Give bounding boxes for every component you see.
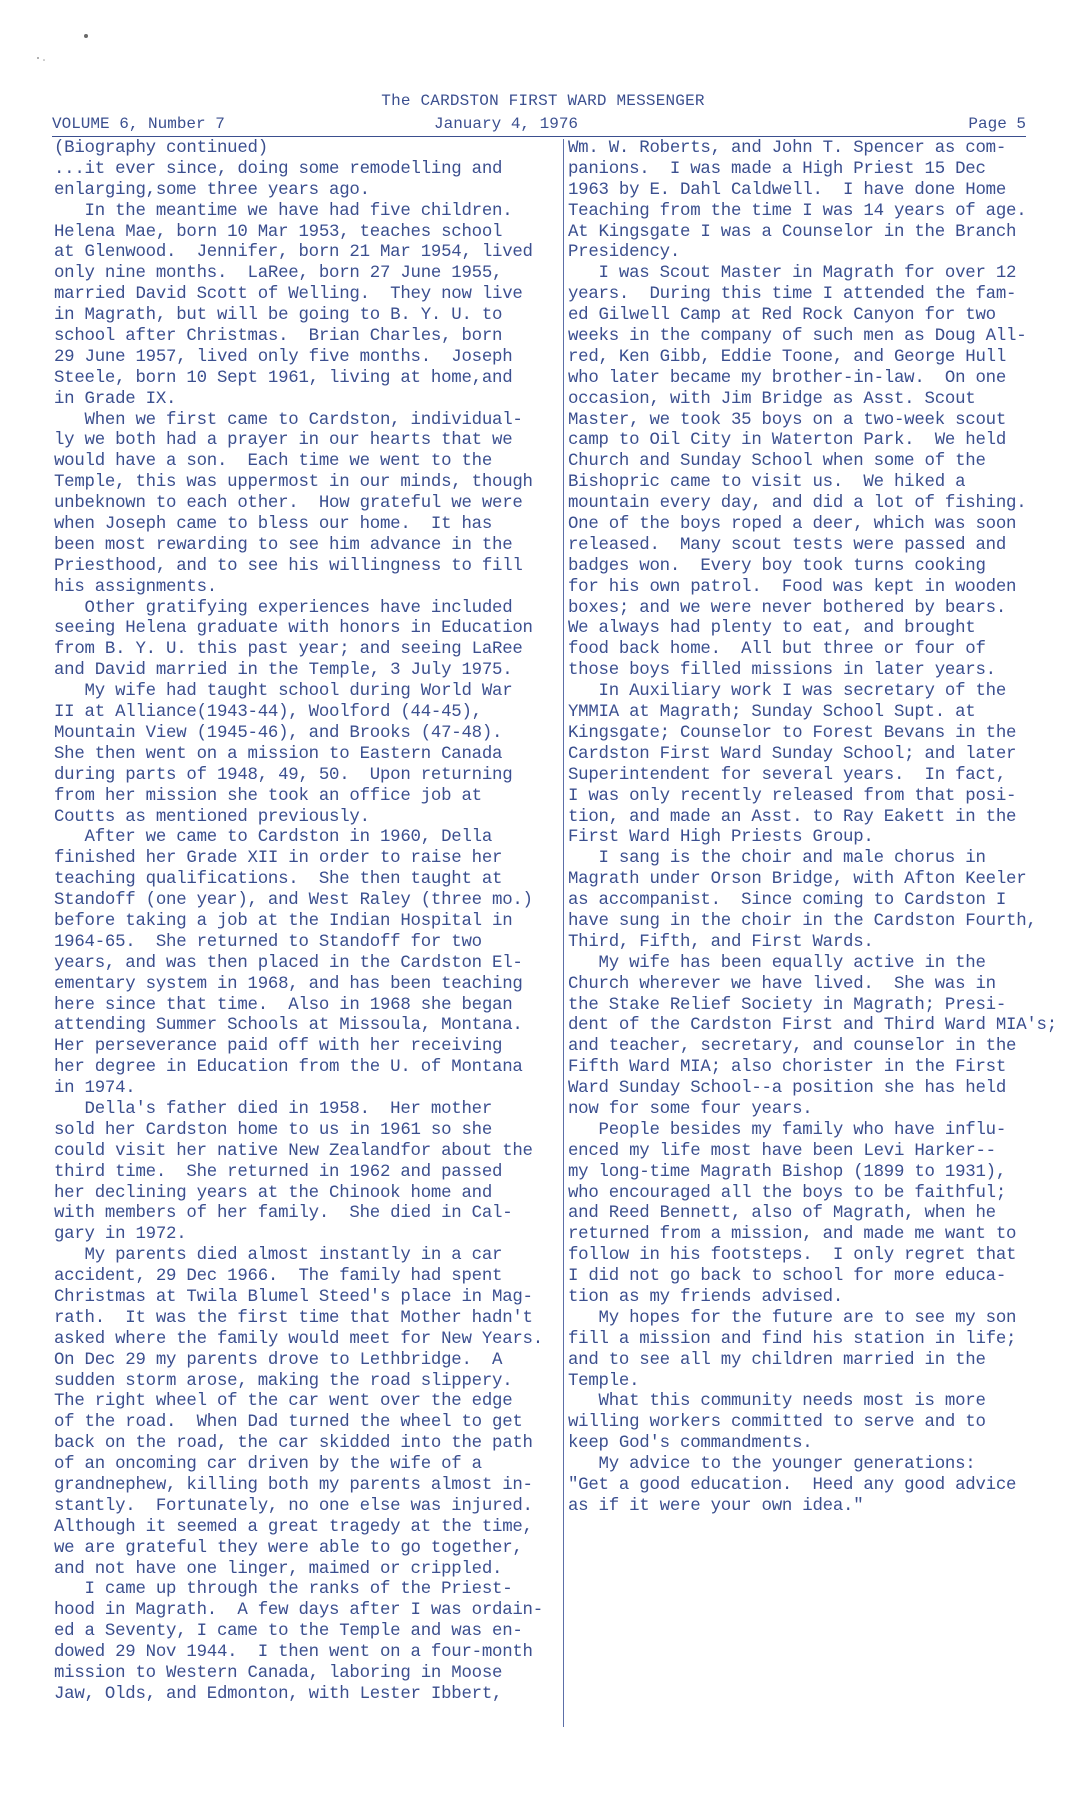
text-line: dowed 29 Nov 1944. I then went on a four-month — [54, 1643, 533, 1663]
text-line: panions. I was made a High Priest 15 Dec — [568, 159, 986, 179]
text-line: asked where the family would meet for New Years. — [54, 1329, 543, 1349]
text-line: before taking a job at the Indian Hospital in — [54, 911, 513, 931]
text-line: Temple. — [568, 1371, 640, 1391]
text-line: from her mission she took an office job at — [54, 786, 482, 806]
text-line: Magrath under Orson Bridge, with Afton Keeler — [568, 870, 1027, 890]
text-line: my long-time Magrath Bishop (1899 to 1931), — [568, 1162, 1007, 1182]
text-line: mountain every day, and did a lot of fishing. — [568, 494, 1027, 514]
text-line: here since that time. Also in 1968 she began — [54, 995, 513, 1015]
text-line: Helena Mae, born 10 Mar 1953, teaches school — [54, 222, 503, 242]
text-line: at Glenwood. Jennifer, born 21 Mar 1954, lived — [54, 243, 533, 263]
text-line: unbeknown to each other. How grateful we were — [54, 494, 523, 514]
text-line: badges won. Every boy took turns cooking — [568, 556, 986, 576]
text-line: of an oncoming car driven by the wife of a — [54, 1455, 482, 1475]
text-line: hood in Magrath. A few days after I was ordain- — [54, 1601, 543, 1621]
text-line: boxes; and we were never bothered by bears. — [568, 598, 1007, 618]
text-line: Bishopric came to visit us. We hiked a — [568, 473, 966, 493]
text-line: those boys filled missions in later years. — [568, 661, 996, 681]
text-line: On Dec 29 my parents drove to Lethbridge. A — [54, 1350, 503, 1370]
text-line: I came up through the ranks of the Priest- — [54, 1580, 513, 1600]
text-line: red, Ken Gibb, Eddie Toone, and George Hull — [568, 347, 1007, 367]
text-line: The right wheel of the car went over the edge — [54, 1392, 513, 1412]
text-line: in Magrath, but will be going to B. Y. U. to — [54, 306, 503, 326]
text-line: would have a son. Each time we went to the — [54, 452, 493, 472]
text-line: I sang is the choir and male chorus in — [568, 849, 986, 869]
text-line: in Grade IX. — [54, 389, 177, 409]
text-line: only nine months. LaRee, born 27 June 1955, — [54, 264, 503, 284]
text-line: ed Gilwell Camp at Red Rock Canyon for two — [568, 306, 996, 326]
text-line: when Joseph came to bless our home. It has — [54, 515, 493, 535]
text-line: mission to Western Canada, laboring in Moose — [54, 1664, 503, 1684]
text-line: My wife had taught school during World War — [54, 682, 513, 702]
volume-number: VOLUME 6, Number 7 — [52, 115, 225, 133]
text-line: have sung in the choir in the Cardston Fourth, — [568, 911, 1037, 931]
text-line: Third, Fifth, and First Wards. — [568, 932, 874, 952]
text-line: the Stake Relief Society in Magrath; Presi- — [568, 995, 1007, 1015]
text-line: Other gratifying experiences have included — [54, 598, 513, 618]
text-line: and not have one linger, maimed or crippled. — [54, 1559, 503, 1579]
text-line: occasion, with Jim Bridge as Asst. Scout — [568, 389, 976, 409]
text-line: 1963 by E. Dahl Caldwell. I have done Home — [568, 180, 1007, 200]
text-line: back on the road, the car skidded into the path — [54, 1434, 533, 1454]
text-line: Her perseverance paid off with her receiving — [54, 1037, 503, 1057]
text-line: Temple, this was uppermost in our minds, though — [54, 473, 533, 493]
text-line: who encouraged all the boys to be faithful; — [568, 1183, 1007, 1203]
text-line: My parents died almost instantly in a car — [54, 1246, 503, 1266]
text-line: ementary system in 1968, and has been teaching — [54, 974, 523, 994]
text-line: Della's father died in 1958. Her mother — [54, 1099, 493, 1119]
text-line: with members of her family. She died in Cal- — [54, 1204, 513, 1224]
text-line: ...it ever since, doing some remodelling and — [54, 159, 503, 179]
text-line: been most rewarding to see him advance in the — [54, 535, 513, 555]
column-divider — [563, 139, 564, 1727]
text-line: gary in 1972. — [54, 1225, 187, 1245]
text-line: Priesthood, and to see his willingness to fill — [54, 556, 523, 576]
text-line: and teacher, secretary, and counselor in the — [568, 1037, 1017, 1057]
text-line: My advice to the younger generations: — [568, 1455, 976, 1475]
text-line: 1964-65. She returned to Standoff for two — [54, 932, 482, 952]
text-line: Fifth Ward MIA; also chorister in the First — [568, 1058, 1007, 1078]
text-line: Coutts as mentioned previously. — [54, 807, 370, 827]
text-line: People besides my family who have influ- — [568, 1120, 1007, 1140]
text-line: in 1974. — [54, 1079, 136, 1099]
text-line: married David Scott of Welling. They now live — [54, 285, 523, 305]
text-line: from B. Y. U. this past year; and seeing LaRee — [54, 640, 523, 660]
text-line: My wife has been equally active in the — [568, 953, 986, 973]
text-line: Superintendent for several years. In fact, — [568, 765, 1007, 785]
text-line: teaching qualifications. She then taught at — [54, 870, 503, 890]
text-line: We always had plenty to eat, and brought — [568, 619, 976, 639]
text-line: seeing Helena graduate with honors in Education — [54, 619, 533, 639]
text-line: and David married in the Temple, 3 July 1975. — [54, 661, 513, 681]
text-line: Church wherever we have lived. She was in — [568, 974, 996, 994]
text-line: third time. She returned in 1962 and passed — [54, 1162, 503, 1182]
text-line: enlarging,some three years ago. — [54, 180, 370, 200]
text-line: After we came to Cardston in 1960, Della — [54, 828, 493, 848]
text-line: years, and was then placed in the Cardston El- — [54, 953, 523, 973]
text-line: could visit her native New Zealandfor about the — [54, 1141, 533, 1161]
text-line: Steele, born 10 Sept 1961, living at home,and — [54, 368, 513, 388]
text-line: rath. It was the first time that Mother hadn't — [54, 1308, 533, 1328]
text-line: ly we both had a prayer in our hearts that we — [54, 431, 513, 451]
text-line: we are grateful they were able to go together, — [54, 1538, 523, 1558]
text-line: In the meantime we have had five children. — [54, 201, 513, 221]
header-rule — [52, 136, 1026, 137]
paper-speck-marks — [34, 30, 94, 70]
text-line: and Reed Bennett, also of Magrath, when he — [568, 1204, 996, 1224]
text-line: ed a Seventy, I came to the Temple and was en- — [54, 1622, 523, 1642]
text-line: her degree in Education from the U. of Montana — [54, 1058, 523, 1078]
page-number: Page 5 — [968, 115, 1026, 133]
text-line: sudden storm arose, making the road slippery. — [54, 1371, 513, 1391]
text-line: At Kingsgate I was a Counselor in the Branch — [568, 222, 1017, 242]
text-line: attending Summer Schools at Missoula, Montana. — [54, 1016, 523, 1036]
text-line: My hopes for the future are to see my son — [568, 1308, 1017, 1328]
text-line: as if it were your own idea." — [568, 1496, 864, 1516]
text-line: weeks in the company of such men as Doug All- — [568, 327, 1027, 347]
text-line: fill a mission and find his station in life; — [568, 1329, 1017, 1349]
text-line: during parts of 1948, 49, 50. Upon returning — [54, 765, 513, 785]
text-line: follow in his footsteps. I only regret that — [568, 1246, 1017, 1266]
text-line: Master, we took 35 boys on a two-week scout — [568, 410, 1007, 430]
text-line: YMMIA at Magrath; Sunday School Supt. at — [568, 703, 976, 723]
text-line: finished her Grade XII in order to raise her — [54, 849, 503, 869]
text-line: Wm. W. Roberts, and John T. Spencer as com- — [568, 139, 1007, 158]
masthead-title: The CARDSTON FIRST WARD MESSENGER — [381, 92, 705, 110]
text-line: stantly. Fortunately, no one else was injured. — [54, 1496, 533, 1516]
text-line: Christmas at Twila Blumel Steed's place in Mag- — [54, 1287, 533, 1307]
text-line: as accompanist. Since coming to Cardston I — [568, 891, 1007, 911]
text-line: 29 June 1957, lived only five months. Joseph — [54, 347, 513, 367]
text-line: returned from a mission, and made me want to — [568, 1225, 1017, 1245]
text-line: When we first came to Cardston, individual- — [54, 410, 523, 430]
text-line: Presidency. — [568, 243, 681, 263]
text-line: tion as my friends advised. — [568, 1287, 844, 1307]
text-line: I did not go back to school for more educa- — [568, 1267, 1007, 1287]
text-line: Jaw, Olds, and Edmonton, with Lester Ibbert, — [54, 1684, 503, 1704]
text-line: "Get a good education. Heed any good advice — [568, 1476, 1017, 1495]
text-line: Cardston First Ward Sunday School; and later — [568, 744, 1017, 764]
text-line: Mountain View (1945-46), and Brooks (47-48). — [54, 723, 503, 743]
text-line: food back home. All but three or four of — [568, 640, 986, 660]
text-line: keep God's commandments. — [568, 1434, 813, 1454]
text-line: One of the boys roped a deer, which was soon — [568, 515, 1017, 535]
text-line: dent of the Cardston First and Third Ward MIA's; — [568, 1016, 1057, 1036]
text-line: Although it seemed a great tragedy at the time, — [54, 1517, 533, 1537]
text-line: enced my life most have been Levi Harker-- — [568, 1141, 996, 1161]
text-line: What this community needs most is more — [568, 1392, 986, 1412]
text-line: who later became my brother-in-law. On one — [568, 368, 1007, 388]
text-line: Teaching from the time I was 14 years of age. — [568, 201, 1027, 221]
text-line: Ward Sunday School--a position she has held — [568, 1079, 1007, 1099]
text-line: Kingsgate; Counselor to Forest Bevans in the — [568, 723, 1017, 743]
text-line: released. Many scout tests were passed and — [568, 535, 1007, 555]
left-column — [54, 139, 560, 1706]
text-line: now for some four years. — [568, 1099, 813, 1119]
text-line: Standoff (one year), and West Raley (three mo.) — [54, 891, 533, 911]
text-line: In Auxiliary work I was secretary of the — [568, 682, 1007, 702]
text-line: grandnephew, killing both my parents almost in- — [54, 1476, 533, 1495]
text-line: I was Scout Master in Magrath for over 12 — [568, 264, 1017, 284]
text-line: accident, 29 Dec 1966. The family had spent — [54, 1267, 503, 1287]
text-line: willing workers committed to serve and to — [568, 1413, 986, 1433]
text-line: sold her Cardston home to us in 1961 so she — [54, 1120, 493, 1140]
text-line: her declining years at the Chinook home and — [54, 1183, 493, 1203]
text-line: for his own patrol. Food was kept in wooden — [568, 577, 1017, 597]
text-line: I was only recently released from that posi- — [568, 786, 1017, 806]
text-line: camp to Oil City in Waterton Park. We held — [568, 431, 1007, 451]
text-line: of the road. When Dad turned the wheel to get — [54, 1413, 523, 1433]
text-line: She then went on a mission to Eastern Canada — [54, 744, 503, 764]
text-line: II at Alliance(1943-44), Woolford (44-45), — [54, 703, 482, 723]
text-line: tion, and made an Asst. to Ray Eakett in the — [568, 807, 1017, 827]
text-line: Church and Sunday School when some of the — [568, 452, 986, 472]
text-line: his assignments. — [54, 577, 217, 597]
right-column — [568, 139, 1057, 1518]
text-line: school after Christmas. Brian Charles, born — [54, 327, 503, 347]
text-line: and to see all my children married in the — [568, 1350, 986, 1370]
text-line: (Biography continued) — [54, 139, 268, 158]
text-line: First Ward High Priests Group. — [568, 828, 874, 848]
issue-date: January 4, 1976 — [434, 115, 579, 133]
text-line: years. During this time I attended the fam- — [568, 285, 1017, 305]
